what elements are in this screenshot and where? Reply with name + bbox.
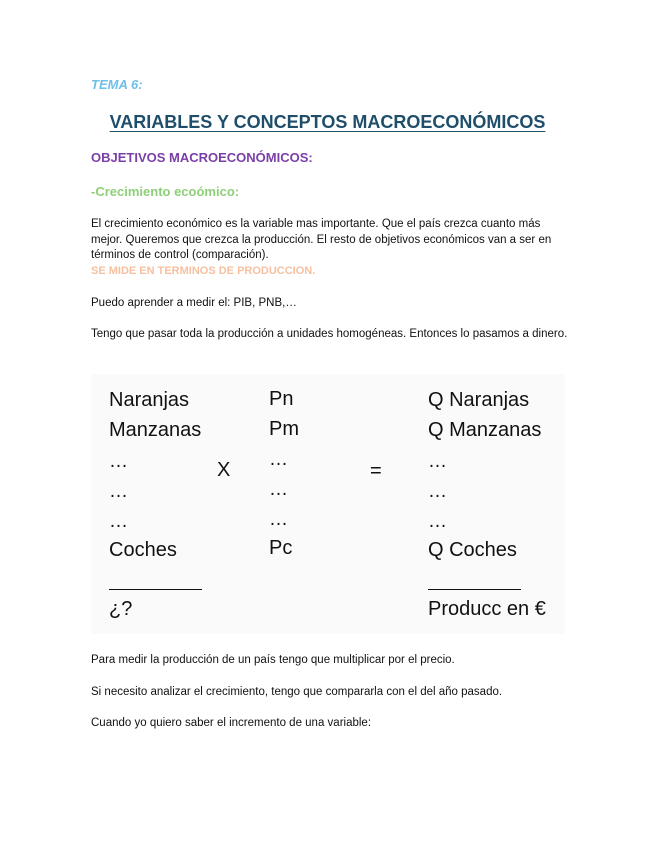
col1-row4: … bbox=[109, 481, 128, 502]
col3-row6: Q Coches bbox=[428, 539, 517, 561]
col2-row6: Pc bbox=[269, 537, 293, 559]
col3-row5: … bbox=[428, 511, 447, 532]
col1-row3: … bbox=[109, 451, 128, 472]
multiply-operator: X bbox=[217, 459, 231, 481]
col3-separator bbox=[428, 589, 521, 590]
col1-row6: Coches bbox=[109, 539, 177, 561]
equals-operator: = bbox=[370, 460, 382, 482]
col2-row5: … bbox=[269, 509, 288, 530]
tema-label: TEMA 6: bbox=[91, 77, 143, 92]
col3-row4: … bbox=[428, 481, 447, 502]
col1-row2: Manzanas bbox=[109, 419, 202, 441]
col2-row2: Pm bbox=[269, 418, 299, 440]
multiply-paragraph: Para medir la producción de un país tengo que multiplicar por el precio. bbox=[91, 654, 455, 666]
highlight-line: SE MIDE EN TERMINOS DE PRODUCCION. bbox=[91, 265, 316, 277]
growth-paragraph: Si necesito analizar el crecimiento, tengo que compararla con el del año pasado. bbox=[91, 686, 503, 698]
increment-paragraph: Cuando yo quiero saber el incremento de una variable: bbox=[91, 717, 372, 729]
production-table bbox=[91, 374, 565, 634]
growth-section-heading: -Crecimiento ecoómico: bbox=[91, 184, 240, 199]
document-title bbox=[0, 112, 655, 133]
col3-row2: Q Manzanas bbox=[428, 419, 542, 441]
col1-separator bbox=[109, 589, 202, 590]
col1-result: ¿? bbox=[109, 598, 133, 620]
col1-row1: Naranjas bbox=[109, 389, 190, 411]
document-title-text: VARIABLES Y CONCEPTOS MACROECONÓMICOS bbox=[109, 112, 546, 132]
col3-row3: … bbox=[428, 451, 447, 472]
col2-row4: … bbox=[269, 479, 288, 500]
col3-result: Producc en € bbox=[428, 598, 546, 620]
objectives-heading: OBJETIVOS MACROECONÓMICOS: bbox=[91, 150, 313, 165]
col2-row3: … bbox=[269, 449, 288, 470]
col2-row1: Pn bbox=[269, 388, 294, 410]
homogeneous-paragraph: Tengo que pasar toda la producción a unidades homogéneas. Entonces lo pasamos a dinero. bbox=[91, 328, 568, 340]
intro-paragraph: El crecimiento económico es la variable mas importante. Que el país crezca cuanto más mejor. Queremos que crezca la producción. El resto de objetivos económicos van a ser en términos de control (comparación). bbox=[91, 218, 552, 261]
col1-row5: … bbox=[109, 511, 128, 532]
measure-paragraph: Puedo aprender a medir el: PIB, PNB,… bbox=[91, 297, 297, 309]
col3-row1: Q Naranjas bbox=[428, 389, 530, 411]
